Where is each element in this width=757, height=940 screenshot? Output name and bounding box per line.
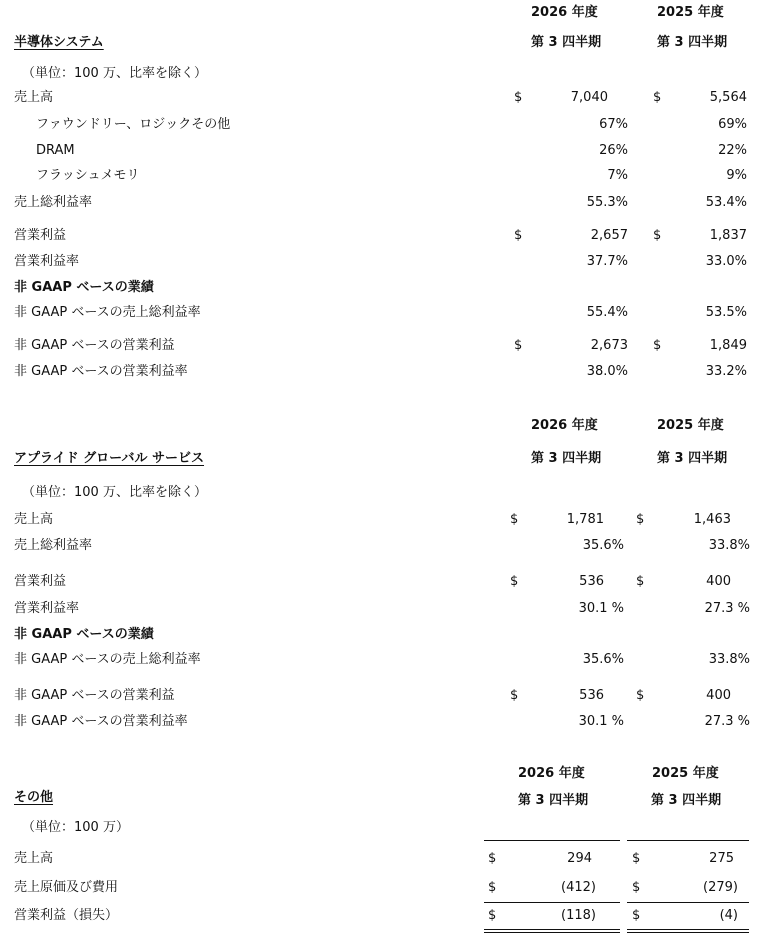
semi-row-value-2025: 33.0% [705,254,747,269]
other-row-dollar: $ [632,851,641,866]
ags-row-label: 営業利益 [14,574,67,589]
other-row-label: 営業利益（損失） [14,908,119,923]
semi-row-value-2026: 55.3% [586,195,628,210]
semi-row-label: フラッシュメモリ [36,168,140,183]
other-table-double-rule-2026 [484,932,620,933]
semi-unit-note: （単位：100 万、比率を除く） [22,66,207,81]
other-row-dollar: $ [632,880,641,895]
ags-row-value-2026: 536 [579,574,604,589]
semi-section-title: 半導体システム [14,35,104,50]
semi-row-dollar: $ [514,228,523,243]
other-table-top-rule-2026 [484,840,620,841]
other-year-2025: 2025 年度 [652,766,719,781]
ags-row-value-2025: 33.8% [708,538,750,553]
semi-row-label: ファウンドリー、ロジックその他 [36,117,231,132]
ags-row-value-2025: 27.3 % [704,714,750,729]
ags-quarter-2026: 第 3 四半期 [531,451,602,466]
ags-year-2026: 2026 年度 [531,418,598,433]
ags-row-value-2025: 27.3 % [704,601,750,616]
semi-quarter-2025: 第 3 四半期 [657,35,728,50]
semi-row-label: 非 GAAP ベースの営業利益 [14,338,175,353]
ags-row-dollar: $ [510,574,519,589]
other-row-value-2025: (4) [719,908,738,923]
other-table-top-rule-2025 [627,840,749,841]
semi-row-label: 非 GAAP ベースの営業利益率 [14,364,188,379]
other-table-double-rule-2025 [627,929,749,930]
ags-row-label: 営業利益率 [14,601,80,616]
ags-row-label: 非 GAAP ベースの営業利益 [14,688,175,703]
other-row-value-2025: (279) [703,880,738,895]
ags-unit-note: （単位：100 万、比率を除く） [22,485,207,500]
ags-year-2025: 2025 年度 [657,418,724,433]
other-row-dollar: $ [632,908,641,923]
semi-year-2025: 2025 年度 [657,5,724,20]
ags-row-value-2026: 30.1 % [578,714,624,729]
semi-row-value-2025: 22% [718,143,747,158]
other-table-double-rule-2026 [484,929,620,930]
ags-row-value-2026: 35.6% [582,652,624,667]
ags-row-dollar: $ [636,512,645,527]
semi-row-value-2025: 9% [726,168,747,183]
semi-row-dollar: $ [653,90,662,105]
semi-row-value-2026: 67% [599,117,628,132]
ags-row-value-2025: 33.8% [708,652,750,667]
ags-row-value-2025: 400 [706,688,731,703]
other-row-value-2025: 275 [709,851,734,866]
semi-row-value-2025: 53.4% [705,195,747,210]
ags-row-dollar: $ [636,574,645,589]
semi-row-value-2025: 69% [718,117,747,132]
other-row-label: 売上原価及び費用 [14,880,119,895]
ags-row-label: 非 GAAP ベースの売上総利益率 [14,652,201,667]
ags-row-dollar: $ [510,512,519,527]
other-unit-note: （単位：100 万） [22,820,129,835]
other-row-label: 売上高 [14,851,54,866]
ags-row-value-2025: 1,463 [693,512,731,527]
semi-row-label: 営業利益 [14,228,67,243]
semi-row-value-2026: 38.0% [586,364,628,379]
other-table-mid-rule-2025 [627,902,749,903]
semi-row-value-2026: 7,040 [570,90,608,105]
semi-row-value-2026: 2,673 [590,338,628,353]
ags-row-value-2025: 400 [706,574,731,589]
semi-row-label: DRAM [36,143,75,158]
other-row-value-2026: (412) [561,880,596,895]
other-row-value-2026: (118) [561,908,596,923]
semi-row-label: 売上高 [14,90,54,105]
semi-row-value-2025: 5,564 [709,90,747,105]
ags-row-dollar: $ [636,688,645,703]
semi-row-value-2026: 55.4% [586,305,628,320]
other-row-dollar: $ [488,851,497,866]
ags-row-value-2026: 35.6% [582,538,624,553]
semi-row-label: 売上総利益率 [14,195,93,210]
ags-row-value-2026: 536 [579,688,604,703]
other-quarter-2025: 第 3 四半期 [651,793,722,808]
semi-row-dollar: $ [514,90,523,105]
semi-row-value-2026: 7% [607,168,628,183]
semi-row-dollar: $ [653,228,662,243]
ags-row-label: 売上総利益率 [14,538,93,553]
ags-row-dollar: $ [510,688,519,703]
other-row-dollar: $ [488,880,497,895]
semi-nongaap-heading: 非 GAAP ベースの業績 [14,280,154,295]
ags-quarter-2025: 第 3 四半期 [657,451,728,466]
other-section-title: その他 [14,790,54,805]
semi-row-value-2025: 53.5% [705,305,747,320]
other-year-2026: 2026 年度 [518,766,585,781]
semi-row-value-2025: 33.2% [705,364,747,379]
semi-row-value-2026: 26% [599,143,628,158]
other-table-mid-rule-2026 [484,902,620,903]
semi-row-label: 非 GAAP ベースの売上総利益率 [14,305,201,320]
ags-nongaap-heading: 非 GAAP ベースの業績 [14,627,154,642]
other-row-dollar: $ [488,908,497,923]
ags-section-title: アプライド グローバル サービス [14,451,205,466]
semi-row-label: 営業利益率 [14,254,80,269]
semi-row-dollar: $ [653,338,662,353]
other-row-value-2026: 294 [567,851,592,866]
semi-row-dollar: $ [514,338,523,353]
ags-row-value-2026: 1,781 [566,512,604,527]
ags-row-label: 非 GAAP ベースの営業利益率 [14,714,188,729]
semi-quarter-2026: 第 3 四半期 [531,35,602,50]
semi-row-value-2025: 1,837 [709,228,747,243]
semi-year-2026: 2026 年度 [531,5,598,20]
semi-row-value-2025: 1,849 [709,338,747,353]
ags-row-value-2026: 30.1 % [578,601,624,616]
other-table-double-rule-2025 [627,932,749,933]
semi-row-value-2026: 2,657 [590,228,628,243]
other-quarter-2026: 第 3 四半期 [518,793,589,808]
ags-row-label: 売上高 [14,512,54,527]
semi-row-value-2026: 37.7% [586,254,628,269]
